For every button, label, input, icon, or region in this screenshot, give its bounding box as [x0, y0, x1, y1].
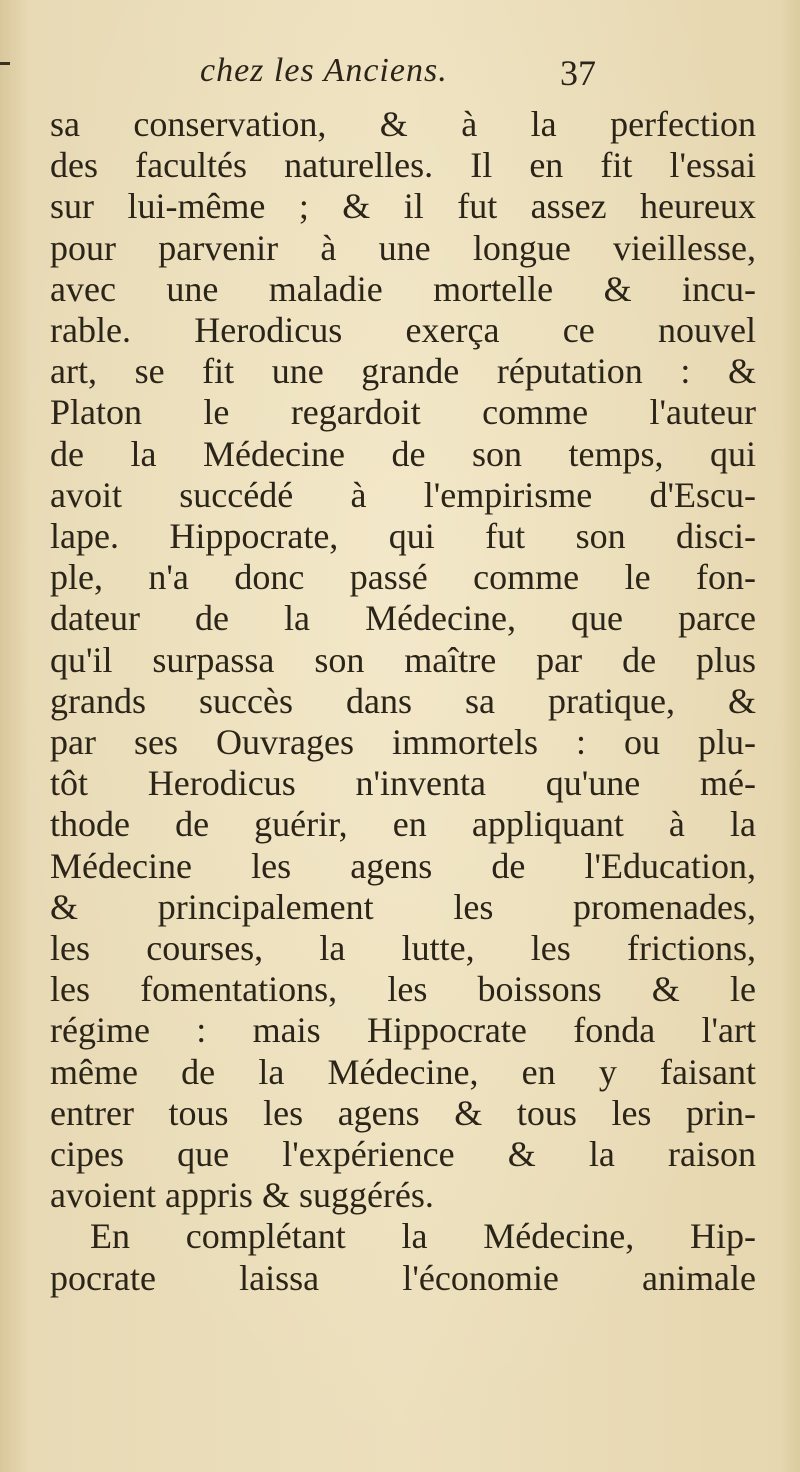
text-line: rable. Herodicus exerça ce nouvel: [50, 310, 756, 351]
text-line: avec une maladie mortelle & incu-: [50, 268, 756, 309]
text-line: régime : mais Hippocrate fonda l'art: [50, 1010, 756, 1051]
body-text: [50, 104, 756, 1299]
text-line: ple, n'a donc passé comme le fon-: [50, 557, 756, 598]
text-line: entrer tous les agens & tous les prin-: [50, 1092, 756, 1133]
page-number: 37: [560, 53, 596, 93]
text-line: qu'il surpassa son maître par de plus: [50, 639, 756, 680]
text-line: Platon le regardoit comme l'auteur: [50, 392, 756, 433]
text-line: de la Médecine de son temps, qui: [50, 433, 756, 474]
page-header: [0, 52, 800, 96]
text-line: par ses Ouvrages immortels : ou plu-: [50, 722, 756, 763]
text-line: lape. Hippocrate, qui fut son disci-: [50, 516, 756, 557]
text-line: même de la Médecine, en y faisant: [50, 1051, 756, 1092]
text-line: des facultés naturelles. Il en fit l'essai: [50, 145, 756, 186]
text-line: art, se fit une grande réputation : &: [50, 351, 756, 392]
text-line: sur lui-même ; & il fut assez heureux: [50, 186, 756, 227]
text-line: cipes que l'expérience & la raison: [50, 1134, 756, 1175]
paragraph-end-line: avoient appris & suggérés.: [50, 1175, 434, 1216]
text-line: Médecine les agens de l'Education,: [50, 845, 756, 886]
text-line: pocrate laissa l'économie animale: [50, 1257, 756, 1298]
text-line: les courses, la lutte, les frictions,: [50, 928, 756, 969]
text-line: grands succès dans sa pratique, &: [50, 680, 756, 721]
text-line: tôt Herodicus n'inventa qu'une mé-: [50, 763, 756, 804]
text-line: avoit succédé à l'empirisme d'Escu-: [50, 474, 756, 515]
running-head: chez les Anciens.: [200, 52, 448, 89]
paragraph-start-line: En complétant la Médecine, Hip-: [90, 1216, 756, 1257]
text-line: & principalement les promenades,: [50, 886, 756, 927]
text-line: les fomentations, les boissons & le: [50, 969, 756, 1010]
text-line: pour parvenir à une longue vieillesse,: [50, 227, 756, 268]
text-line: thode de guérir, en appliquant à la: [50, 804, 756, 845]
text-line: sa conservation, & à la perfection: [50, 104, 756, 144]
text-line: dateur de la Médecine, que parce: [50, 598, 756, 639]
